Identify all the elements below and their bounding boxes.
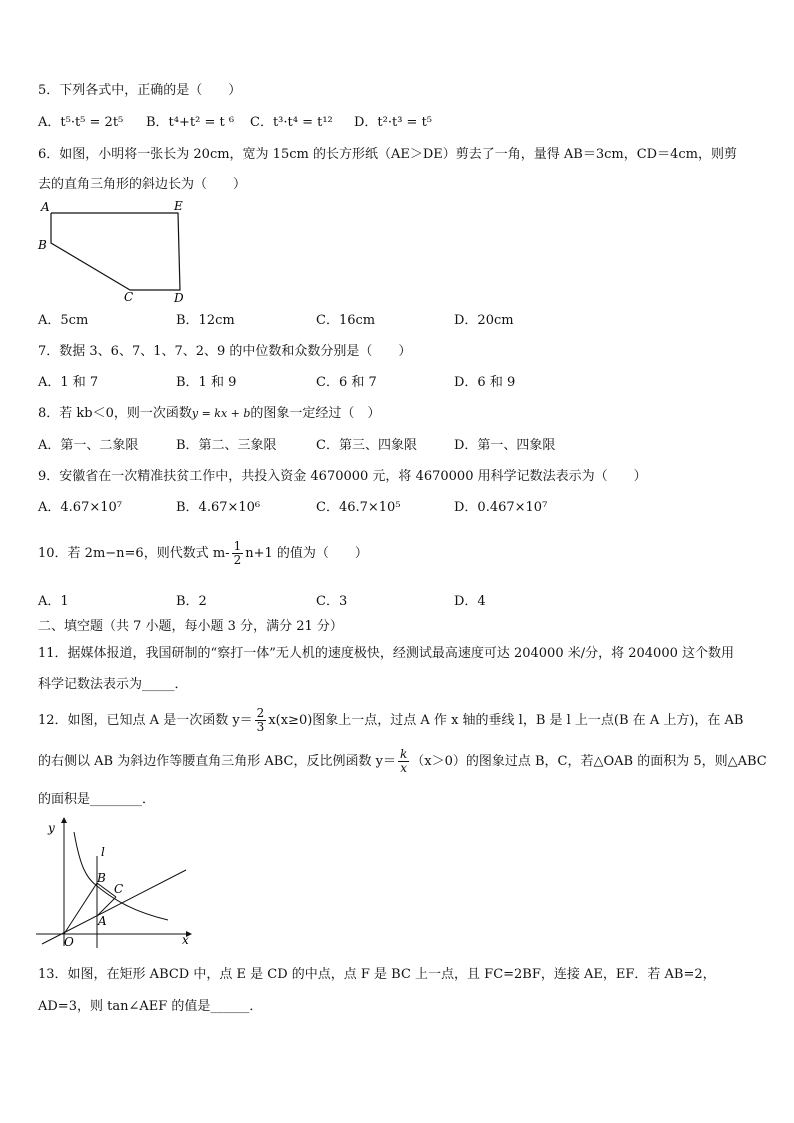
- q12-frac1-denominator: 3: [256, 720, 265, 734]
- q13-line1: 13．如图，在矩形 ABCD 中，点 E 是 CD 的中点，点 F 是 BC 上一点，且 FC=2BF，连接 AE，EF．若 AB=2，: [38, 967, 716, 982]
- q12-frac2-numerator: k: [399, 747, 408, 761]
- q10-stem-start: 10．若 2m−n=6，则代数式 m-: [38, 546, 230, 561]
- q6-label-b: B: [38, 238, 47, 252]
- q11-line1: 11．据媒体报道，我国研制的“察打一体”无人机的速度极快，经测试最高速度可达 204000 米/分，将 204000 这个数用: [38, 646, 734, 661]
- q12-line2: [38, 745, 767, 779]
- q6-stem-line1: 6．如图，小明将一张长为 20cm，宽为 15cm 的长方形纸（AE＞DE）剪去了一角，量得 AB＝3cm，CD＝4cm，则剪: [38, 147, 737, 162]
- q13-line2: AD=3，则 tan∠AEF 的值是______．: [38, 999, 263, 1014]
- q12-label-a: A: [98, 914, 107, 928]
- q12-fraction-slope: [255, 707, 267, 734]
- q10-frac-numerator: 1: [233, 539, 242, 553]
- q8-stem-end: 的图象一定经过（ ）: [250, 406, 381, 421]
- q6-stem-line2: 去的直角三角形的斜边长为（ ）: [38, 177, 247, 192]
- q10-option-b: B．2: [176, 594, 207, 609]
- q8-option-d: D．第一、四象限: [454, 438, 556, 453]
- q8-stem: [38, 405, 380, 423]
- q7-option-a: A．1 和 7: [38, 375, 99, 390]
- q10-option-a: A．1: [38, 594, 69, 609]
- q12-y-axis-arrow: [61, 817, 67, 823]
- q6-label-a: A: [41, 200, 50, 214]
- q6-option-a: A．5cm: [38, 313, 89, 328]
- q6-label-e: E: [174, 199, 183, 213]
- q5-option-c: C．t³·t⁴ = t¹²: [250, 115, 333, 130]
- q12-figure-graph: [34, 816, 199, 951]
- q9-option-d: D．0.467×10⁷: [454, 500, 548, 515]
- q5-stem: 5．下列各式中，正确的是（ ）: [38, 83, 242, 98]
- q8-stem-start: 8．若 kb＜0，则一次函数: [38, 406, 192, 421]
- q10-stem-end: n+1 的值为（ ）: [245, 546, 368, 561]
- section2-heading: 二、填空题（共 7 小题，每小题 3 分，满分 21 分）: [38, 619, 343, 634]
- q9-option-c: C．46.7×10⁵: [316, 500, 401, 515]
- q12-label-c: C: [114, 882, 124, 896]
- q12-line3: 的面积是________．: [38, 792, 156, 807]
- q6-option-d: D．20cm: [454, 313, 514, 328]
- q8-option-c: C．第三、四象限: [316, 438, 417, 453]
- q8-option-a: A．第一、二象限: [38, 438, 139, 453]
- q7-option-b: B．1 和 9: [176, 375, 237, 390]
- q12-label-x: x: [182, 933, 189, 947]
- q12-frac1-numerator: 2: [256, 706, 265, 720]
- q12-label-l: l: [101, 845, 105, 859]
- q12-line1-end: x(x≥0)图象上一点，过点 A 作 x 轴的垂线 l，B 是 l 上一点(B 在 A 上方)，在 AB: [268, 713, 744, 728]
- q12-fraction-k-over-x: [398, 748, 409, 775]
- q12-hyperbola: [74, 832, 168, 920]
- q9-stem: 9．安徽省在一次精准扶贫工作中，共投入资金 4670000 元，将 4670000 用科学记数法表示为（ ）: [38, 469, 647, 484]
- q10-stem: [38, 538, 368, 570]
- q11-line2: 科学记数法表示为_____．: [38, 677, 188, 692]
- q5-option-d: D．t²·t³ = t⁵: [354, 115, 433, 130]
- q6-label-d: D: [174, 291, 184, 305]
- q7-option-d: D．6 和 9: [454, 375, 516, 390]
- q6-option-c: C．16cm: [316, 313, 376, 328]
- q6-option-b: B．12cm: [176, 313, 235, 328]
- q5-option-a: A．t⁵·t⁵ = 2t⁵: [38, 115, 124, 130]
- q6-label-c: C: [124, 290, 134, 304]
- q9-option-a: A．4.67×10⁷: [38, 500, 122, 515]
- q6-shape-outline: [51, 213, 180, 290]
- q12-line1-start: 12．如图，已知点 A 是一次函数 y＝: [38, 713, 253, 728]
- q10-frac-denominator: 2: [233, 553, 242, 567]
- q8-formula: y = kx + b: [191, 407, 251, 420]
- q12-line2-end: （x＞0）的图象过点 B，C，若△OAB 的面积为 5，则△ABC: [411, 754, 767, 769]
- q10-fraction: [232, 540, 244, 567]
- q10-option-c: C．3: [316, 594, 348, 609]
- q8-option-b: B．第二、三象限: [176, 438, 277, 453]
- q12-line2-start: 的右侧以 AB 为斜边作等腰直角三角形 ABC，反比例函数 y＝: [38, 754, 396, 769]
- q5-option-b: B．t⁴+t² = t ⁶: [146, 115, 235, 130]
- q12-frac2-denominator: x: [400, 761, 407, 775]
- q7-stem: 7．数据 3、6、7、1、7、2、9 的中位数和众数分别是（ ）: [38, 344, 412, 359]
- q12-segment-ob: [64, 883, 97, 934]
- q12-label-b: B: [97, 871, 106, 885]
- q7-option-c: C．6 和 7: [316, 375, 377, 390]
- q12-label-o: O: [64, 935, 74, 949]
- q12-line1: [38, 704, 744, 738]
- q10-option-d: D．4: [454, 594, 486, 609]
- q6-figure-pentagon: [34, 198, 194, 308]
- q9-option-b: B．4.67×10⁶: [176, 500, 261, 515]
- q12-label-y: y: [48, 821, 55, 835]
